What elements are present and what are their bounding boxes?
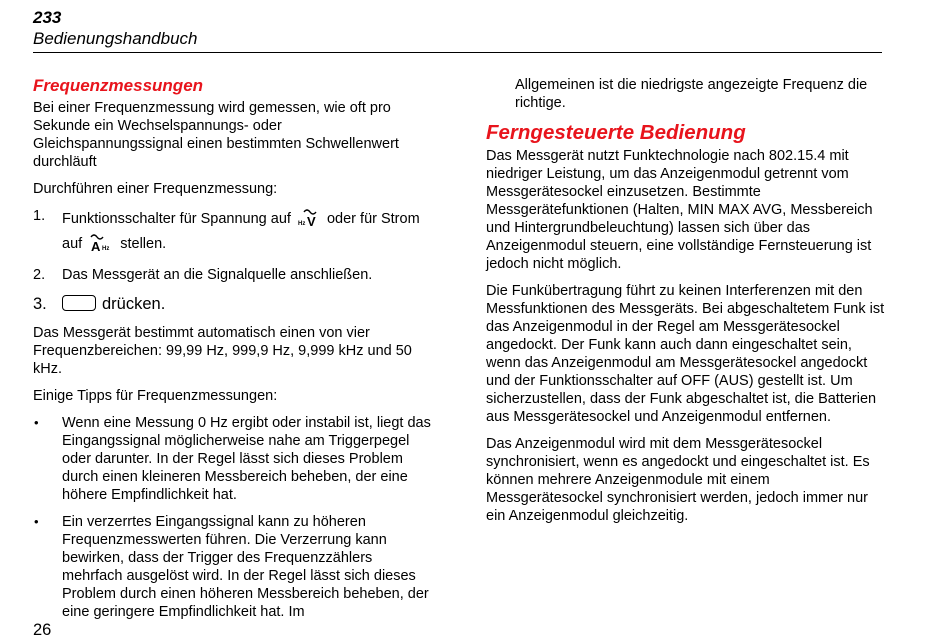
tips-intro-text: Einige Tipps für Frequenzmessungen:: [33, 388, 278, 404]
tip-text: Ein verzerrtes Eingangssignal kann zu höheren Frequenzmesswerten führen. Die Verzerrung kann bewirken, dass der Trigger des Frequenzzählers mehrfach ausgelöst wird. In der Regel lässt sich dieses Problem durch einen höheren Messbereich beheben, der eine geringere Empfindlichkeit hat. Im: [62, 514, 429, 620]
page-number: 26: [33, 621, 52, 639]
step-2: [33, 266, 431, 284]
step-text-part: Funktionsschalter für Spannung auf: [62, 211, 291, 227]
frequency-howto-text: Durchführen einer Frequenzmessung:: [33, 181, 278, 197]
step-number: 3.: [33, 295, 47, 313]
symbol-letter: V: [306, 214, 316, 227]
tip-text: Wenn eine Messung 0 Hz ergibt oder instabil ist, liegt das Eingangssignal möglicherweise nahe am Triggerpegel oder darunter. In der Regel lässt sich dieses Problem durch einen kleineren Messbereich beheben, der eine höhere Empfindlichkeit hat.: [62, 415, 431, 503]
step-1: [33, 207, 431, 257]
header-divider: [33, 52, 882, 53]
section-heading-remote: Ferngesteuerte Bedienung: [486, 121, 746, 144]
symbol-letter: A: [91, 239, 101, 252]
bullet-icon: •: [34, 514, 39, 529]
step-text-part: oder für Strom auf: [62, 211, 420, 252]
section-heading-frequency: Frequenzmessungen: [33, 76, 204, 95]
right-column: [486, 76, 886, 534]
step-number: 2.: [33, 267, 46, 283]
step-number: 1.: [33, 208, 46, 224]
frequency-ranges-text: Das Messgerät bestimmt automatisch einen von vier Frequenzbereichen: 99,99 Hz, 999,9 Hz, 9,999 kHz und 50 kHz.: [33, 325, 412, 377]
header-model-number: 233: [33, 8, 62, 27]
frequency-intro-text: Bei einer Frequenzmessung wird gemessen, wie oft pro Sekunde ein Wechselspannungs- oder Gleichspannungssignal einen bestimmten Schwellenwert durchläuft: [33, 100, 399, 170]
symbol-unit: Hz: [102, 246, 110, 252]
step-3: [33, 293, 431, 315]
hz-amp-ac-symbol-icon: [89, 232, 113, 257]
header-manual-title: Bedienungshandbuch: [33, 29, 198, 48]
remote-paragraph-3: Das Anzeigenmodul wird mit dem Messgerätesockel synchronisiert, wenn es angedockt und eingeschaltet ist. Es können mehrere Anzeigenmodule mit einem Messgerätesockel synchronisiert werden, jedoch immer nur ein Anzeigenmodul gleichzeitig.: [486, 436, 870, 524]
tip-item: [33, 414, 431, 504]
tip-continuation-text: Allgemeinen ist die niedrigste angezeigte Frequenz die richtige.: [515, 77, 868, 111]
step-text: Das Messgerät an die Signalquelle anschließen.: [62, 267, 373, 283]
hz-key-button-icon: [62, 295, 96, 311]
symbol-unit: Hz: [297, 221, 306, 227]
tip-item: [33, 513, 431, 621]
step-text: drücken.: [102, 295, 166, 313]
left-column: [33, 76, 431, 630]
step-text-part: stellen.: [120, 236, 167, 252]
hz-volt-ac-symbol-icon: [298, 207, 320, 232]
bullet-icon: •: [34, 415, 39, 430]
remote-paragraph-2: Die Funkübertragung führt zu keinen Interferenzen mit den Messfunktionen des Messgeräts. Bei abgeschaltetem Funk ist das Anzeigenmodul in der Regel am Messgerätesockel angedockt. Der Funk kann auch dann eingeschaltet sein, wenn das Anzeigenmodul am Messgerätesockel angedockt und der Funktionsschalter auf OFF (AUS) gestellt ist. Um sicherzustellen, dass der Funk abgeschaltet ist, die Batterien aus Messgerätesockel und Anzeigenmodul entfernen.: [486, 283, 885, 425]
remote-paragraph-1: Das Messgerät nutzt Funktechnologie nach 802.15.4 mit niedriger Leistung, um das Anzeigenmodul getrennt vom Messgerätesockel einzusetzen. Bestimmte Messgerätefunktionen (Halten, MIN MAX AVG, Messbereich und Hintergrundbeleuchtung) lassen sich über das Anzeigenmodul steuern, eine vollständige Fernsteuerung ist jedoch nicht möglich.: [486, 148, 873, 272]
